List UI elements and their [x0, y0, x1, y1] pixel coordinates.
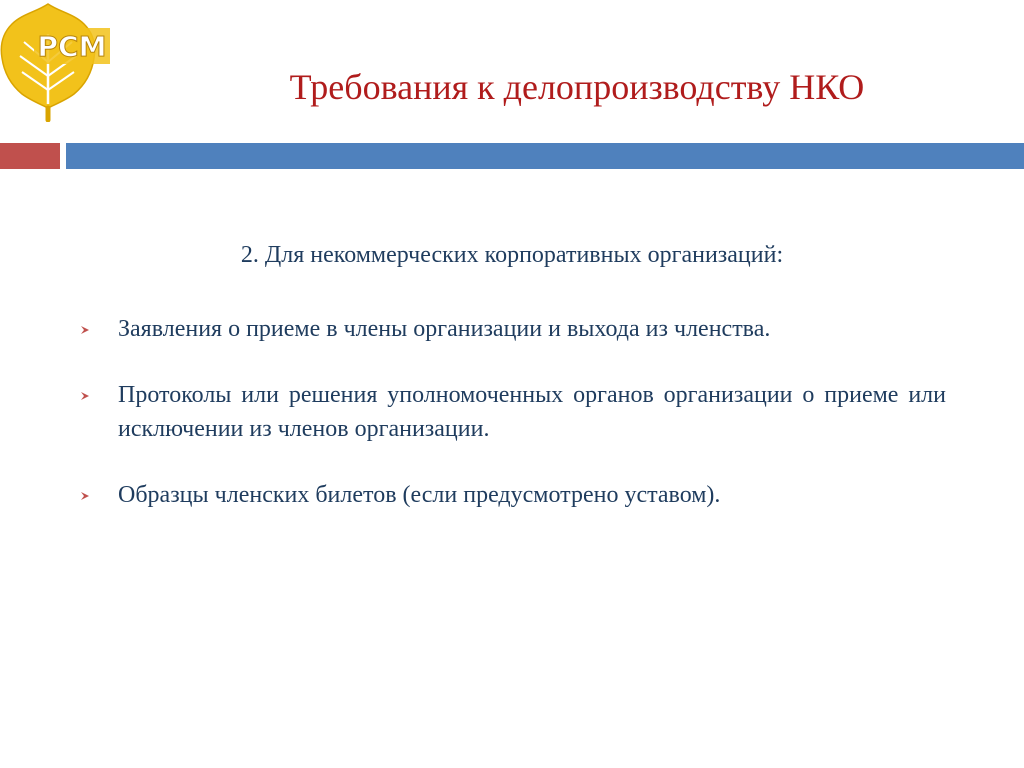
- bullet-text: Образцы членских билетов (если предусмотрено уставом).: [118, 482, 721, 508]
- accent-bar-red: [0, 143, 60, 169]
- bullet-text: Заявления о приеме в члены организации и выхода из членства.: [118, 316, 771, 342]
- bullet-item: [80, 312, 946, 346]
- arrow-bullet-icon: [80, 324, 92, 336]
- svg-text:РСМ: РСМ: [37, 30, 107, 63]
- bullet-item: [80, 378, 946, 446]
- accent-bar-blue: [66, 143, 1024, 169]
- slide-subtitle: 2. Для некоммерческих корпоративных организаций:: [240, 242, 784, 268]
- arrow-bullet-icon: [80, 390, 92, 402]
- arrow-bullet-icon: [80, 490, 92, 502]
- bullet-list: [80, 312, 946, 544]
- bullet-item: [80, 478, 946, 512]
- bullet-text: Протоколы или решения уполномоченных органов организации о приеме или исключении из членов организации.: [118, 382, 946, 442]
- slide-title: Требования к делопроизводству НКО: [289, 67, 865, 107]
- rsm-leaf-logo: [0, 0, 112, 122]
